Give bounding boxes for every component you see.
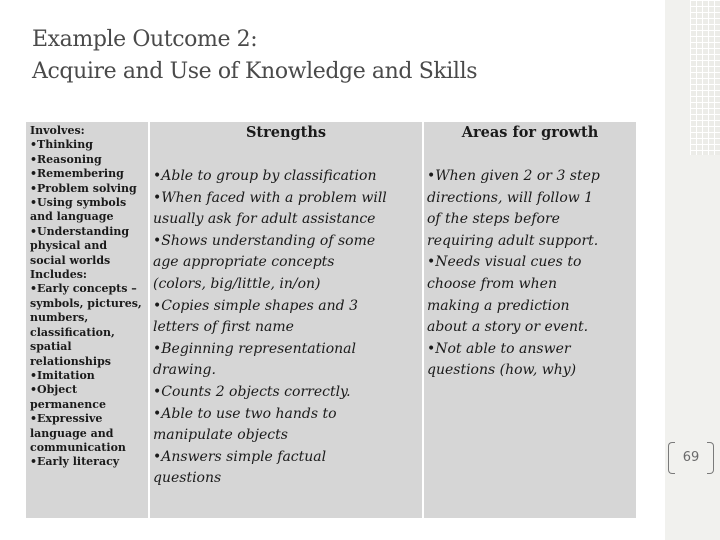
involves-line: •Early concepts – [30, 282, 137, 296]
slide-title [32, 24, 652, 88]
strengths-list [153, 166, 421, 490]
strengths-line: age appropriate concepts [153, 254, 335, 271]
strengths-line: •Beginning representational [153, 340, 356, 357]
strengths-line: •Answers simple factual [153, 448, 327, 465]
involves-line: •Remembering [30, 167, 124, 181]
involves-line: permanence [30, 397, 106, 411]
outcome-table [24, 122, 638, 518]
involves-line: symbols, pictures, [30, 296, 142, 310]
strengths-cell [150, 122, 422, 518]
growth-header: Areas for growth [461, 124, 599, 141]
strengths-line: questions [153, 470, 222, 487]
strengths-line: (colors, big/little, in/on) [153, 275, 321, 292]
involves-line: •Expressive [30, 412, 103, 426]
involves-line: relationships [30, 354, 111, 368]
title-line: Example Outcome 2: [32, 27, 258, 52]
strengths-line: manipulate objects [153, 427, 288, 444]
bracket-left-icon [668, 442, 675, 474]
growth-line: •When given 2 or 3 step [427, 168, 600, 184]
growth-line: requiring adult support. [427, 232, 599, 249]
growth-line: about a story or event. [427, 319, 589, 336]
strengths-line: •Counts 2 objects correctly. [153, 383, 351, 400]
involves-line: •Object [30, 383, 78, 397]
strengths-line: •Copies simple shapes and 3 [153, 297, 358, 314]
involves-line: •Using symbols [30, 196, 127, 210]
involves-line: communication [30, 440, 126, 454]
involves-line: •Imitation [30, 368, 95, 382]
involves-line: classification, [30, 325, 115, 339]
involves-line: •Reasoning [30, 152, 102, 166]
growth-cell [424, 122, 636, 518]
page-number [668, 442, 714, 474]
strengths-line: drawing. [153, 362, 216, 379]
title-line: Acquire and Use of Knowledge and Skills [32, 59, 478, 84]
strengths-line: •When faced with a problem will [153, 189, 387, 206]
involves-line: numbers, [30, 311, 89, 325]
involves-line: •Thinking [30, 138, 93, 152]
involves-line: •Early literacy [30, 455, 120, 469]
involves-line: physical and [30, 239, 108, 253]
growth-line: making a prediction [427, 297, 570, 314]
involves-line: •Problem solving [30, 181, 137, 195]
decorative-grid-pattern [690, 0, 720, 155]
involves-line: Involves: [30, 124, 85, 137]
strengths-line: letters of first name [153, 319, 294, 336]
strengths-header: Strengths [245, 124, 327, 141]
growth-line: questions (how, why) [427, 362, 577, 379]
growth-line: •Not able to answer [427, 340, 571, 357]
strengths-line: •Shows understanding of some [153, 232, 376, 249]
strengths-line: •Able to group by classification [153, 168, 377, 184]
page-number-text: 69 [682, 450, 700, 465]
involves-line: Includes: [30, 268, 87, 282]
involves-line: social worlds [30, 253, 111, 267]
involves-line: •Understanding [30, 224, 130, 238]
strengths-line: usually ask for adult assistance [153, 211, 376, 228]
involves-cell [26, 122, 148, 518]
growth-list [427, 166, 635, 382]
growth-line: of the steps before [427, 211, 560, 228]
strengths-line: •Able to use two hands to [153, 405, 337, 422]
involves-line: and language [30, 210, 114, 224]
involves-line: spatial [30, 340, 72, 354]
growth-line: directions, will follow 1 [427, 189, 594, 206]
involves-line: language and [30, 426, 114, 440]
bracket-right-icon [707, 442, 714, 474]
growth-line: •Needs visual cues to [427, 254, 582, 271]
growth-line: choose from when [427, 275, 557, 292]
involves-list [30, 124, 148, 470]
